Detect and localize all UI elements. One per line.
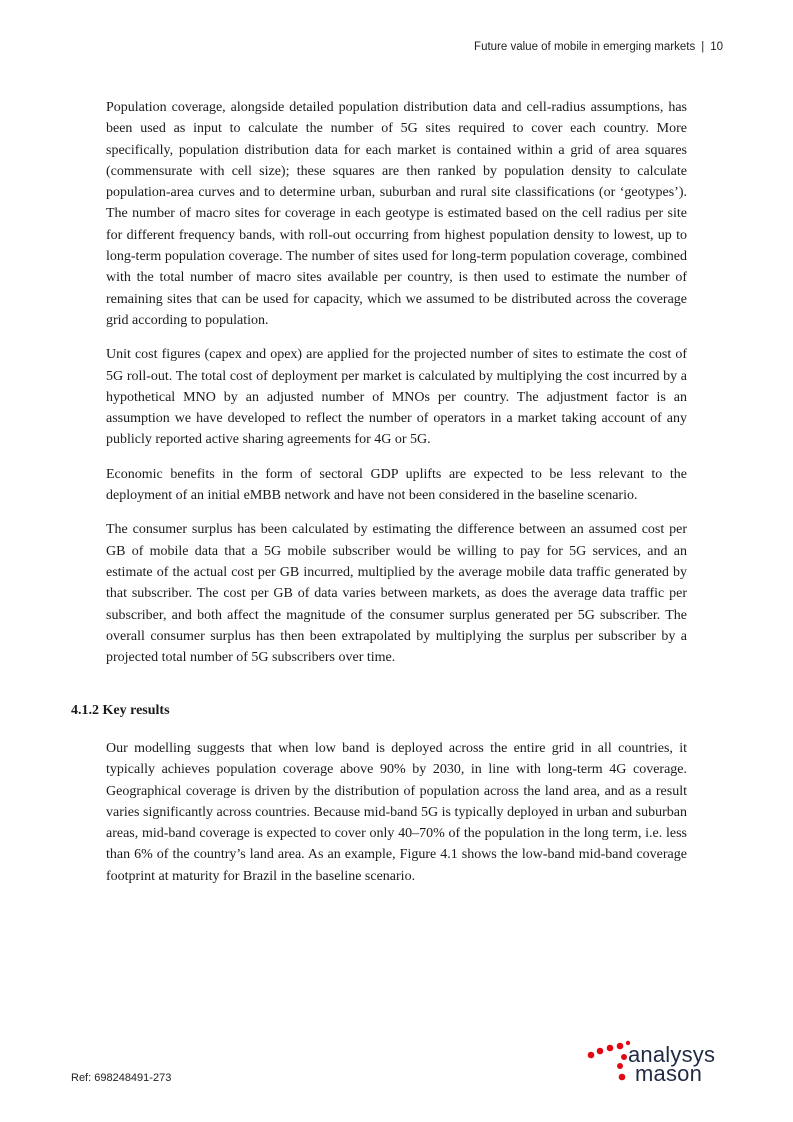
page-number: 10 <box>710 41 723 53</box>
paragraph-unit-cost: Unit cost figures (capex and opex) are applied for the projected number of sites to estimate the cost of 5G roll-out. The total cost of deployment per market is calculated by multiplying the cost incurred by a hypothetical MNO by an adjusted number of MNOs per country. The adjustment factor is an assumption we have developed to reflect the number of operators in a market taking account of any publicly reported active sharing agreements for 4G or 5G. <box>106 347 687 448</box>
body-text <box>106 97 687 681</box>
key-results-text <box>106 738 687 887</box>
analysys-mason-logo <box>586 1036 736 1090</box>
paragraph-consumer-surplus: The consumer surplus has been calculated by estimating the difference between an assumed cost per GB of mobile data that a 5G mobile subscriber would be willing to pay for 5G services, and an estimate of the actual cost per GB incurred, multiplied by the average mobile data traffic generated by that subscriber. The cost per GB of data varies between markets, as does the average data traffic per subscriber, and both affect the magnitude of the consumer surplus generated per 5G subscriber. The overall consumer surplus has then been extrapolated by multiplying the surplus per subscriber by a projected total number of 5G subscribers over time. <box>106 522 687 666</box>
running-header <box>474 41 723 53</box>
footer-reference: Ref: 698248491-273 <box>71 1072 172 1084</box>
header-separator: | <box>701 41 705 53</box>
header-title: Future value of mobile in emerging markets <box>474 41 696 53</box>
paragraph-economic-benefits: Economic benefits in the form of sectoral GDP uplifts are expected to be less relevant to the deployment of an initial eMBB network and have not been considered in the baseline scenario. <box>106 466 687 504</box>
paragraph-population-coverage: Population coverage, alongside detailed population distribution data and cell-radius assumptions, has been used as input to calculate the number of 5G sites required to cover each country. More specifically, population distribution data for each market is contained within a grid of area squares (commensurate with cell size); these squares are then ranked by population density to calculate population-area curves and to determine urban, suburban and rural site classifications (or ‘geotypes’). The number of macro sites for coverage in each geotype is estimated based on the cell radius per site for different frequency bands, with roll-out occurring from highest population density to lowest, up to long-term population coverage. The number of sites used for long-term population coverage, combined with the total number of macro sites available per country, is then used to estimate the number of remaining sites that can be used for capacity, which we assumed to be distributed across the coverage grid according to population. <box>106 100 687 328</box>
logo-word-mason: mason <box>635 1061 703 1086</box>
section-heading: 4.1.2 Key results <box>71 703 170 718</box>
paragraph-key-results: Our modelling suggests that when low band is deployed across the entire grid in all countries, it typically achieves population coverage above 90% by 2030, in line with long-term 4G coverage. Geographical coverage is driven by the distribution of population across the land area, and as a result varies significantly across countries. Because mid-band 5G is typically deployed in urban and suburban areas, mid-band coverage is expected to cover only 40–70% of the population in the long term, i.e. less than 6% of the country’s land area. As an example, Figure 4.1 shows the low-band mid-band coverage footprint at maturity for Brazil in the baseline scenario. <box>106 741 687 884</box>
logo-word-analysys: analysys <box>628 1042 716 1067</box>
